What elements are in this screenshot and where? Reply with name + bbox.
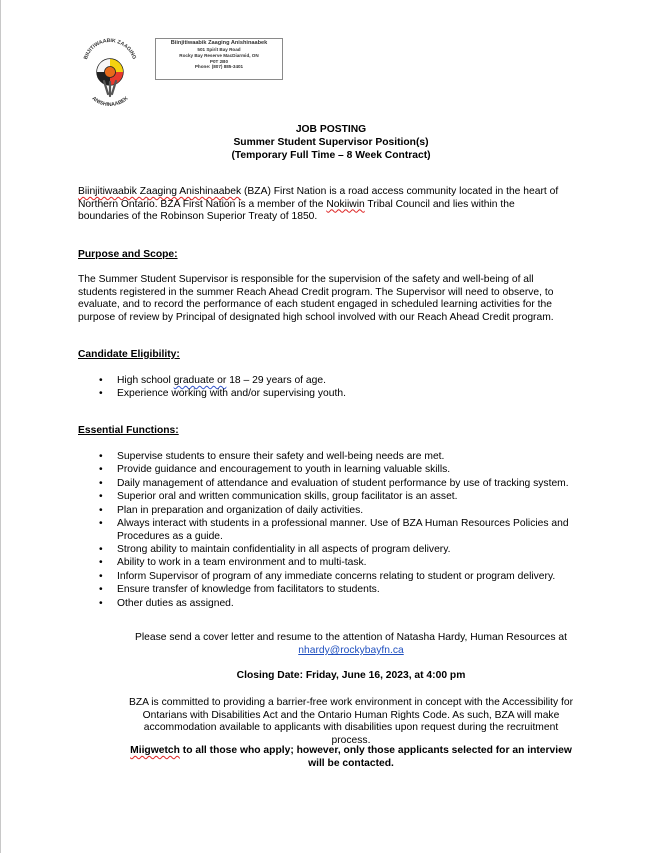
bza-logo [78,36,142,108]
list-item: • Ability to work in a team environment and to multi-task. [99,557,579,570]
list-item: • Superior oral and written communication skills, group facilitator is an asset. [99,491,579,504]
list-item: • Strong ability to maintain confidentiality in all aspects of program delivery. [99,544,579,557]
functions-list [99,451,579,611]
list-item: • Plan in preparation and organization of daily activities. [99,505,579,518]
list-item: • Experience working with and/or supervising youth. [99,388,579,401]
list-item: • Supervise students to ensure their safety and well-being needs are met. [99,451,579,464]
equity-statement: BZA is committed to providing a barrier-free work environment in concept with the Accessibility for Ontarians with Disabilities Act and the Ontario Human Rights Code. As such, BZA will make accommodation available to applicants with disabilities upon request during the recruitment process. [128,697,574,746]
title-job-posting: JOB POSTING [295,124,367,135]
list-item: • Always interact with students in a professional manner. Use of BZA Human Resources Policies and Procedures as a guide. [99,518,579,543]
logo-text-top: BIIJITIWAABIK ZAAGING [83,37,137,61]
intro-council-name: Nokiiwin [326,198,365,210]
apply-instructions: Please send a cover letter and resume to the attention of Natasha Hardy, Human Resources at [135,632,567,643]
list-item: • Daily management of attendance and evaluation of student performance by use of tracking system. [99,478,579,491]
title-contract: (Temporary Full Time – 8 Week Contract) [231,150,431,161]
intro-nation-name: Biinjitiwaabik Zaaging Anishinaabek [78,186,242,197]
thanks-note: Miigwetch to all those who apply; however, only those applicants selected for an interview will be contacted. [130,745,572,769]
address-line3: P0T 2B0 [209,58,229,64]
list-item: • Inform Supervisor of program of any immediate concerns relating to student or program delivery. [99,571,579,584]
eligibility-list [99,375,579,402]
address-phone: Phone: (807) 885-3401 [194,64,244,70]
title-position: Summer Student Supervisor Position(s) [233,137,429,148]
closing-date: Closing Date: Friday, June 16, 2023, at 4:00 pm [236,670,466,681]
purpose-heading: Purpose and Scope: [78,249,178,260]
thanks-word: Miigwetch [130,745,180,756]
list-item: • Ensure transfer of knowledge from facilitators to students. [99,584,579,597]
address-line2: Rocky Bay Reserve MacDiarmid, ON [179,52,259,58]
intro-paragraph: Biinjitiwaabik Zaaging Anishinaabek (BZA) First Nation is a road access community located in the heart of Northern Ontario. BZA First Nation is a member of the Nokiiwin Tribal Council and lies within the boundaries of the Robinson Superior Treaty of 1850. [78,186,559,223]
svg-text:ANISHINAABEK [91,95,130,108]
purpose-paragraph: The Summer Student Supervisor is responsible for the supervision of the safety and well-being of all students registered in the summer Reach Ahead Credit program. The Supervisor will need to observe, to evaluate, and to record the performance of each student engaged in scheduled learning activities for the purpose of review by Principal of designated high school involved with our Reach Ahead Credit program. [78,274,554,323]
functions-heading: Essential Functions: [78,425,179,436]
list-item: • High school graduate or 18 – 29 years of age. [99,375,579,388]
svg-text:BIIJITIWAABIK ZAAGING [83,38,137,60]
address-name: Biinjitiwaabik Zaaging Anishinaabek [170,40,268,46]
email-link[interactable]: nhardy@rockybayfn.ca [298,645,404,656]
page-edge [0,0,1,853]
list-item: • Other duties as assigned. [99,598,579,611]
eligibility-heading: Candidate Eligibility: [78,349,180,360]
address-line1: 501 Spirit Bay Road [197,47,241,52]
logo-text-bottom: ANISHINAABEK [90,95,130,108]
address-box [155,38,283,80]
list-item: • Provide guidance and encouragement to youth in learning valuable skills. [99,464,579,477]
